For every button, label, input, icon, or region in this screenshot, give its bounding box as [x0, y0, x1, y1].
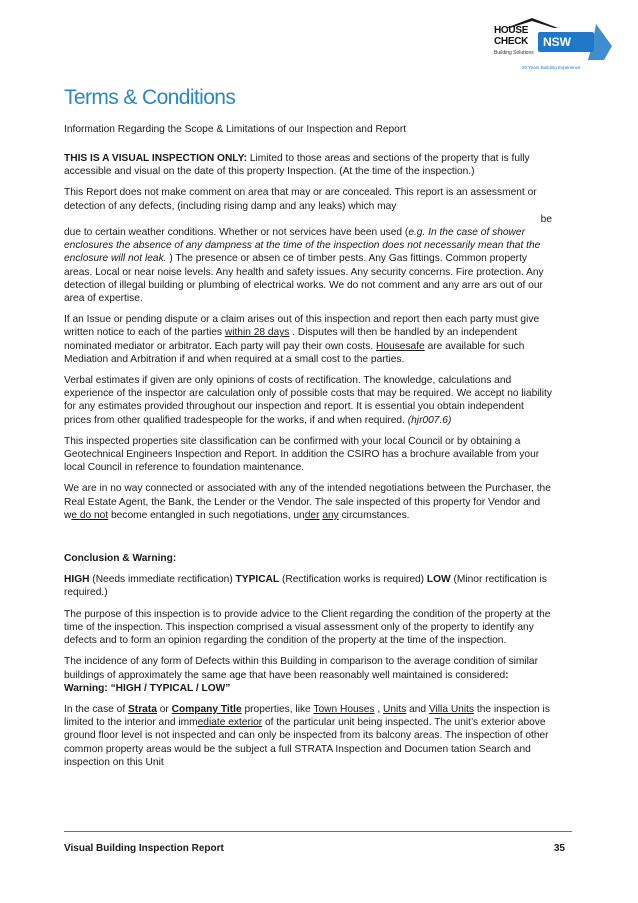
rating-typical-desc: (Rectification works is required): [279, 574, 427, 586]
rating-high-desc: (Needs immediate rectification): [89, 574, 236, 586]
section-spacer: [64, 530, 552, 552]
villa-units-term: Villa Units: [428, 703, 475, 715]
exclusions-text: ) The presence or absen ce of timber pests. Any Gas fittings. Common property areas. Local or near noise levels. Any health and safety issues. Any security concerns. Fire protection. Any detection of illegal building or plumbing of electrical works. We do not comment and any arre ars out of our area of expertise.: [64, 253, 544, 305]
rating-low: LOW: [426, 574, 451, 586]
negotiations-text-2: become entangled in such negotiations, un: [108, 509, 305, 521]
paragraph-visual-inspection: [64, 152, 552, 178]
company-title-term: Company Title: [171, 703, 242, 715]
concealed-areas-text: This Report does not make comment on area that may or are concealed. This report is an assessment or detection of any defects, (including rising damp and any leaks) which may: [64, 187, 537, 212]
shower-enclosure-note: e.g. In the case of shower enclosures the absence of any dampness at the time of the inspection does not necessarily mean that the enclosure will not leak.: [64, 227, 541, 265]
paragraph-disputes: [64, 313, 552, 366]
paragraph-verbal-estimates: [64, 374, 552, 427]
logo-years: 20 Years Building Experience: [522, 65, 581, 70]
units-term: Units: [383, 703, 407, 715]
reference-code: (hjr007.6): [407, 414, 452, 426]
visual-inspection-text: Limited to those areas and sections of the property that is fully accessible and visual on the date of this property Inspection. (At the time of the inspection.): [64, 153, 530, 178]
logo-tagline: Building Solutions: [494, 50, 534, 56]
rating-high: HIGH: [64, 574, 90, 586]
incidence-text: The incidence of any form of Defects within this Building in comparison to the average condition of similar buildings of approximately the same age that have been reasonably well maintained is considered: [64, 656, 538, 681]
page-subtitle: Information Regarding the Scope & Limitations of our Inspection and Report: [64, 124, 407, 135]
warning-rating: : Warning: “HIGH / TYPICAL / LOW”: [64, 669, 509, 694]
negotiations-text: We are in no way connected or associated with any of the intended negotiations between the Purchaser, the Real Estate Agent, the Bank, the Lender or the Vendor. The sale inspected of this property for Vendor and w: [64, 483, 551, 521]
arbitration-text: are available for such Mediation and Arbitration if and when required at a small cost to the parties.: [64, 340, 525, 365]
do-not-underlined: e do not: [71, 509, 109, 521]
logo-word-check: CHECK: [494, 36, 529, 47]
weather-conditions-text: due to certain weather conditions. Whether or not services have been used (: [64, 227, 409, 239]
notice-period: within 28 days: [224, 327, 290, 339]
paragraph-negotiations: [64, 482, 552, 522]
terms-body: [64, 152, 552, 777]
disputes-text: If an Issue or pending dispute or a claim arises out of this inspection and report then each party must give written notice to each of the parties: [64, 314, 540, 339]
strata-text-a: In the case of: [64, 703, 128, 715]
visual-inspection-heading: THIS IS A VISUAL INSPECTION ONLY:: [64, 153, 248, 164]
paragraph-purpose: The purpose of this inspection is to provide advice to the Client regarding the condition of the property at the time of the inspection. This inspection comprised a visual assessment only of the property to identify any defects and to form an opinion regarding the condition of the property at the time of the inspection.: [64, 608, 551, 647]
paragraph-incidence: [64, 655, 552, 695]
conclusion-heading: Conclusion & Warning:: [64, 553, 177, 565]
strata-text-e: and: [406, 703, 429, 715]
rating-low-desc: (Minor rectification is required.): [64, 574, 547, 599]
under-underlined: der: [304, 509, 320, 521]
paragraph-concealed-areas: [64, 186, 552, 305]
strata-text-c: properties, like: [241, 703, 314, 715]
any-underlined: any: [322, 509, 339, 521]
paragraph-ratings: [64, 573, 552, 599]
strata-text-f: the inspection is limited to the interior and imm: [64, 703, 550, 729]
circumstances-text: circumstances.: [338, 509, 410, 521]
immediate-exterior-term: ediate exterior: [197, 717, 263, 729]
mediation-text: . Disputes will then be handled by an independent nominated mediator or arbitrator. Each party will pay their own costs.: [64, 327, 518, 352]
town-houses-term: Town Houses: [313, 703, 375, 715]
logo-badge-nsw: NSW: [540, 35, 574, 49]
strata-text-b: or: [156, 703, 172, 715]
logo-word-house: HOUSE: [494, 25, 529, 36]
strata-text-g: of the particular unit being inspected. The unit’s exterior above ground floor level is not inspected and can only be inspected from its balcony areas. The inspection of other common property areas would be the subject a full STRATA Inspection and Documen tation Search and inspection on this Unit: [64, 717, 549, 768]
paragraph-strata: [64, 703, 552, 769]
page-title: Terms & Conditions: [64, 86, 236, 109]
concealed-areas-be: be: [540, 213, 552, 225]
footer-report-title: Visual Building Inspection Report: [64, 843, 224, 854]
paragraph-site-classification: This inspected properties site classification can be confirmed with your local Council or by obtaining a Geotechnical Engineers Inspection and Report. In addition the CSIRO has a brochure available from your local Council in reference to foundation maintenance.: [64, 435, 540, 474]
verbal-estimates-text: Verbal estimates if given are only opinions of costs of rectification. The knowledge, calculations and experience of the inspector are calculation only of possible costs that may be required. We accept no liability for any estimates provided throughout our inspection and report. It is essential you obtain independent prices from other qualified tradespeople for the works, if and when required.: [64, 375, 552, 426]
rating-typical: TYPICAL: [235, 574, 280, 586]
strata-term: Strata: [128, 703, 157, 715]
strata-text-d: ,: [374, 703, 384, 715]
house-check-nsw-logo: [492, 16, 616, 80]
footer-divider: [64, 831, 572, 832]
housesafe-link[interactable]: Housesafe: [376, 340, 425, 352]
page-number: 35: [553, 843, 565, 854]
